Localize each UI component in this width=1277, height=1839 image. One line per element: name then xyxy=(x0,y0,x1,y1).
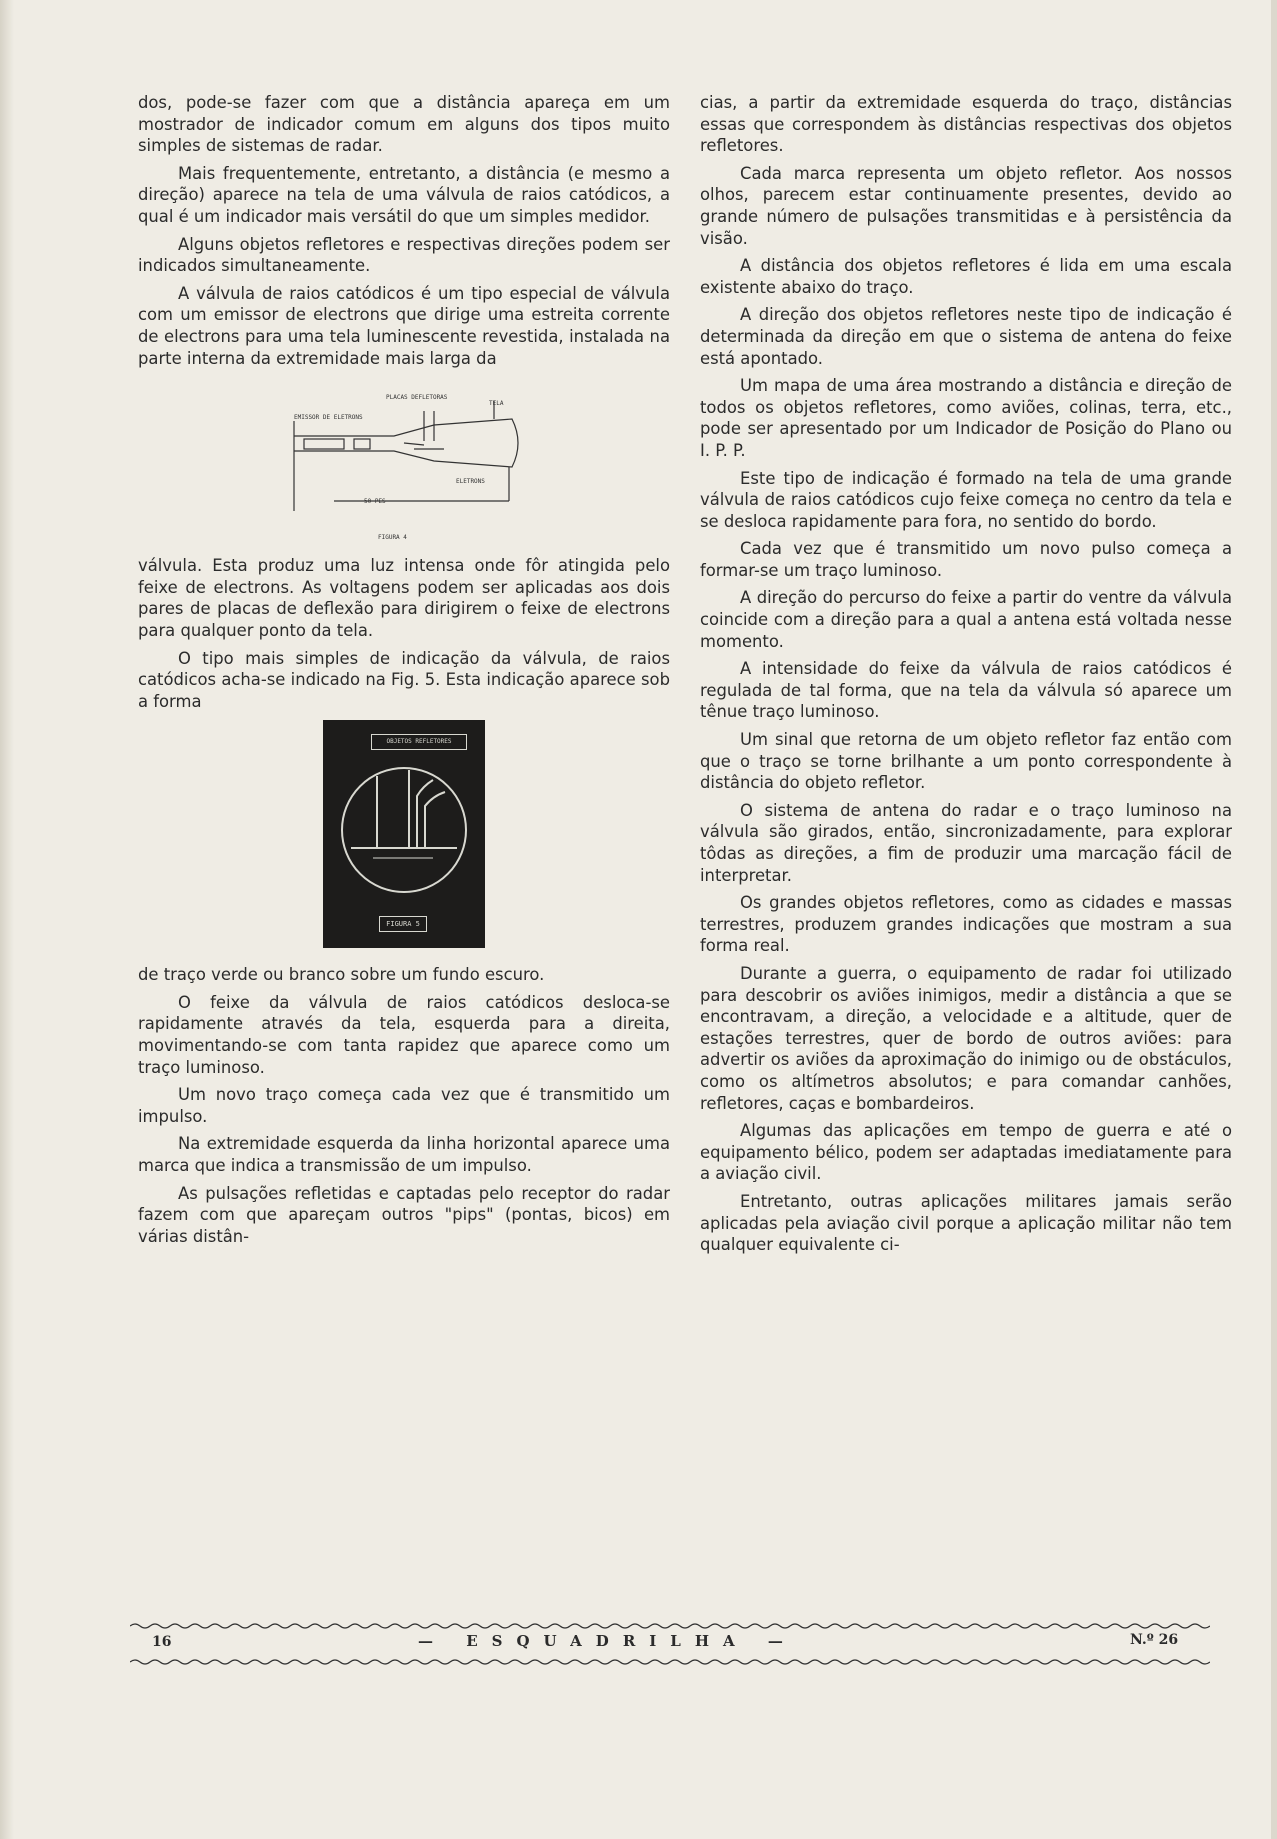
paragraph: Mais frequentemente, entretanto, a distância (e mesmo a direção) aparece na tela de uma válvula de raios catódicos, a qual é um indicador mais versátil do que um simples medidor. xyxy=(138,163,670,226)
paragraph: Cada vez que é transmitido um novo pulso começa a formar-se um traço luminoso. xyxy=(700,539,1232,580)
paragraph: Na extremidade esquerda da linha horizontal aparece uma marca que indica a transmissão de um impulso. xyxy=(138,1134,670,1176)
left-column xyxy=(138,92,670,1253)
paragraph: Este tipo de indicação é formado na tela de uma grande válvula de raios catódicos cujo feixe começa no centro da tela e se desloca rapidamente para fora, no sentido do bordo. xyxy=(700,468,1232,531)
paragraph: A intensidade do feixe da válvula de raios catódicos é regulada de tal forma, que na tela da válvula só aparece um tênue traço luminoso. xyxy=(700,659,1232,722)
paragraph: cias, a partir da extremidade esquerda do traço, distâncias essas que correspondem às distâncias respectivas dos objetos refletores. xyxy=(700,93,1232,156)
paragraph: de traço verde ou branco sobre um fundo escuro. xyxy=(138,965,545,985)
paragraph: As pulsações refletidas e captadas pelo receptor do radar fazem com que apareçam outros "pips" (pontas, bicos) em várias distân- xyxy=(138,1183,670,1246)
paragraph: O sistema de antena do radar e o traço luminoso na válvula são girados, então, sincronizadamente, para explorar tôdas as direções, a fim de produzir uma marcação fácil de interpretar. xyxy=(700,800,1232,885)
paragraph: Um mapa de uma área mostrando a distância e direção de todos os objetos refletores, como aviões, colinas, terra, etc., pode ser apresentado por um Indicador de Posição do Plano ou I. P. P. xyxy=(700,376,1232,460)
page-edge-shadow xyxy=(0,0,14,1839)
label-screen: TELA xyxy=(489,400,504,408)
page-number: 16 xyxy=(152,1634,172,1650)
paragraph: Durante a guerra, o equipamento de radar foi utilizado para descobrir os aviões inimigos, medir a distância a que se encontravam, a direção, a velocidade e a altitude, quer de estações terrestres, quer de bordo de outros aviões: para advertir os aviões da aproximação do inimigo ou de obstáculos, como os altímetros absolutos; e para comandar canhões, refletores, caças e bombardeiros. xyxy=(700,963,1232,1113)
paragraph: válvula. Esta produz uma luz intensa onde fôr atingida pelo feixe de electrons. As voltagens podem ser aplicadas aos dois pares de placas de deflexão para dirigirem o feixe de electrons para qualquer ponto da tela. xyxy=(138,556,670,640)
figure-caption: FIGURA 5 xyxy=(379,916,427,932)
page-footer xyxy=(130,1628,1210,1668)
issue-number: N.º 26 xyxy=(1130,1632,1179,1648)
paragraph: Algumas das aplicações em tempo de guerra e até o equipamento bélico, podem ser adaptadas imediatamente para a aviação civil. xyxy=(700,1121,1232,1184)
figure-title: OBJETOS REFLETORES xyxy=(371,734,467,750)
paragraph: A direção do percurso do feixe a partir do ventre da válvula coincide com a direção para a qual a antena está voltada nesse momento. xyxy=(700,588,1232,651)
right-column xyxy=(700,92,1232,1262)
decorative-wave-top xyxy=(130,1622,1210,1630)
paragraph: Os grandes objetos refletores, como as cidades e massas terrestres, produzem grandes indicações que mostram a sua forma real. xyxy=(700,893,1232,956)
label-50-pes: 50 PES xyxy=(364,498,386,506)
decorative-wave-bottom xyxy=(130,1658,1210,1666)
paragraph: dos, pode-se fazer com que a distância apareça em um mostrador de indicador comum em alguns dos tipos muito simples de sistemas de radar. xyxy=(138,93,670,156)
paragraph: A direção dos objetos refletores neste tipo de indicação é determinada da direção em que o sistema de antena do feixe está apontado. xyxy=(700,305,1232,368)
page-edge-right xyxy=(1271,0,1277,1839)
paragraph: Alguns objetos refletores e respectivas direções podem ser indicados simultaneamente. xyxy=(138,234,670,276)
figure-5-scope-display xyxy=(323,720,485,948)
figure-4-cathode-ray-tube-diagram xyxy=(274,381,534,541)
paragraph: Um novo traço começa cada vez que é transmitido um impulso. xyxy=(138,1085,670,1126)
paragraph: O feixe da válvula de raios catódicos desloca-se rapidamente através da tela, esquerda para a direita, movimentando-se com tanta rapidez que aparece como um traço luminoso. xyxy=(138,992,670,1077)
paragraph: Entretanto, outras aplicações militares jamais serão aplicadas pela aviação civil porque a aplicação militar não tem qualquer equivalente ci- xyxy=(700,1191,1232,1255)
label-electron-emitter: EMISSOR DE ELETRONS xyxy=(294,414,363,422)
label-deflector-plates: PLACAS DEFLETORAS xyxy=(386,394,448,402)
scope-screen-illustration xyxy=(333,756,475,906)
paragraph: O tipo mais simples de indicação da válvula, de raios catódicos acha-se indicado na Fig. 5. Esta indicação aparece sob a forma xyxy=(138,648,670,711)
paragraph: Cada marca representa um objeto refletor. Aos nossos olhos, parecem estar continuamente presentes, devido ao grande número de pulsações transmitidas e à persistência da visão. xyxy=(700,163,1232,248)
paragraph: Um sinal que retorna de um objeto refletor faz então com que o traço se torne brilhante a um ponto correspondente à distância do objeto refletor. xyxy=(700,730,1232,793)
magazine-title: — ESQUADRILHA — xyxy=(418,1632,797,1650)
label-electrons: ELETRONS xyxy=(456,478,485,486)
figure-caption: FIGURA 4 xyxy=(378,534,407,542)
paragraph: A distância dos objetos refletores é lida em uma escala existente abaixo do traço. xyxy=(700,256,1232,297)
paragraph: A válvula de raios catódicos é um tipo especial de válvula com um emissor de electrons que dirige uma estreita corrente de electrons para uma tela luminescente revestida, instalada na parte interna da extremidade mais larga da xyxy=(138,283,670,368)
